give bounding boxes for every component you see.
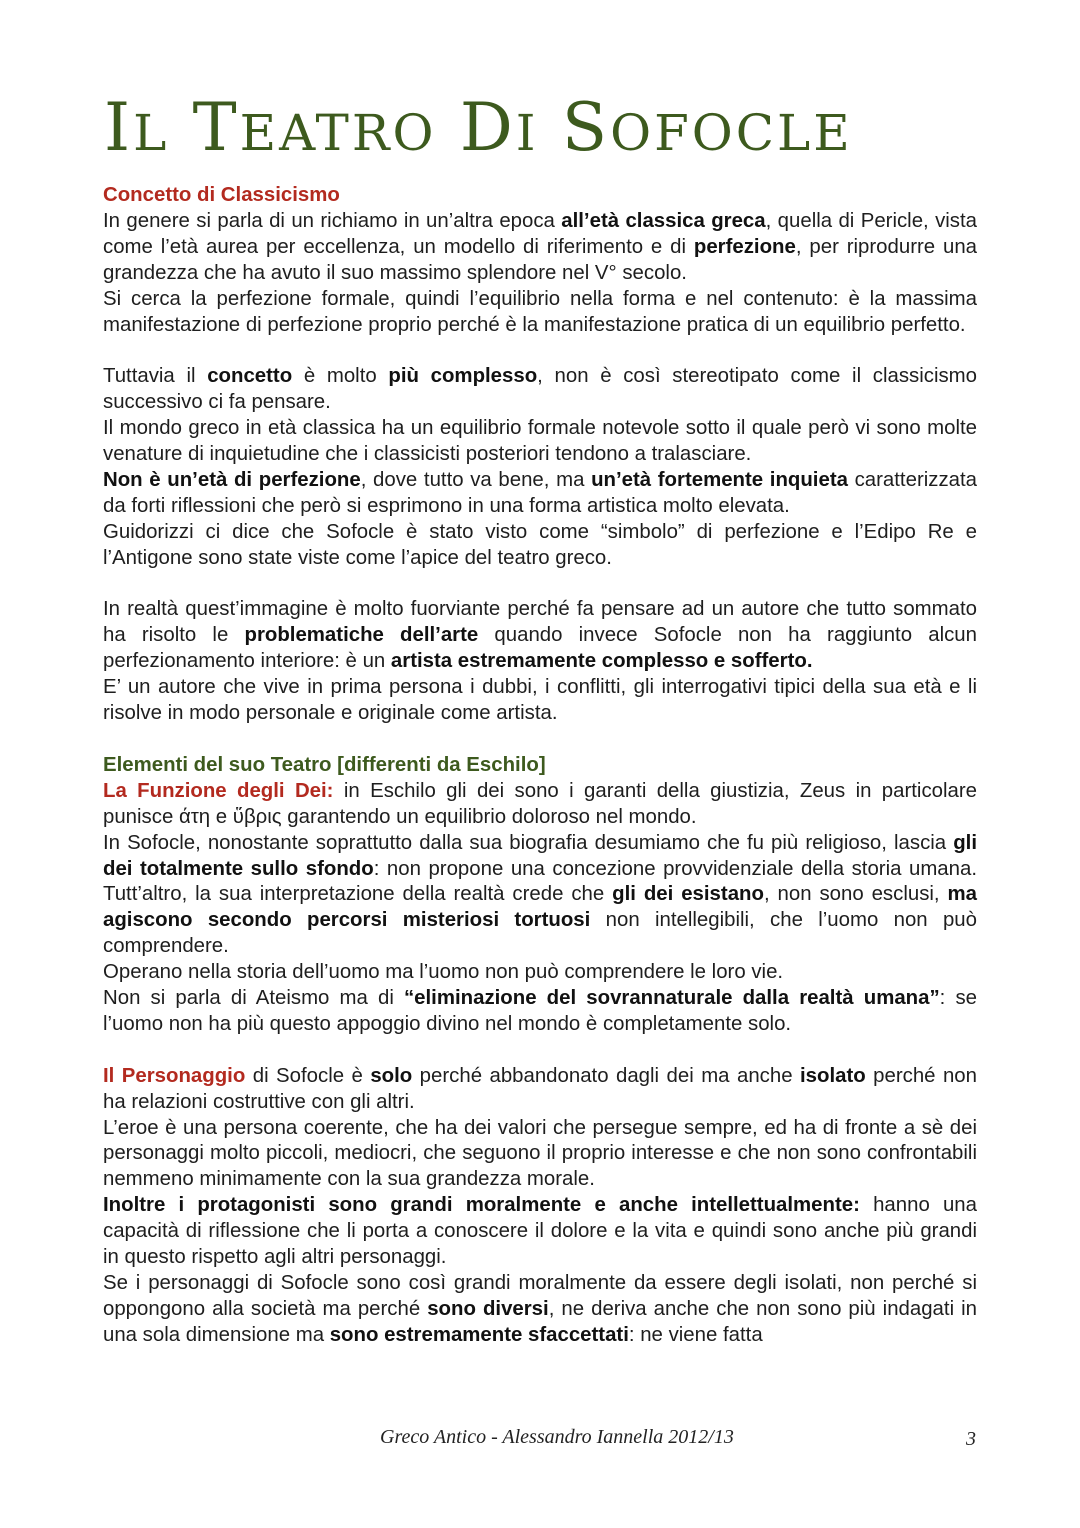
paragraph: Non è un’età di perfezione, dove tutto va bene, ma un’età fortemente inquieta caratterizzata da forti riflessioni che però si esprimono in una forma artistica molto elevata. [103,468,977,517]
paragraph: Se i personaggi di Sofocle sono così grandi moralmente da essere degli isolati, non perché si oppongono alla società ma perché sono diversi, ne deriva anche che non sono più indagati in una sola dimensione ma sono estremamente sfaccettati: ne viene fatta [103,1272,977,1346]
paragraph: Operano nella storia dell’uomo ma l’uomo non può comprendere le loro vie. [103,961,784,984]
page-title: IL TEATRO DI SOFOCLE [104,89,853,166]
paragraph: In genere si parla di un richiamo in un’altra epoca all’età classica greca, quella di Pericle, vista come l’età aurea per eccellenza, un modello di riferimento e di perfezione, per riprodurre una grandezza che ha avuto il suo massimo splendore nel V° secolo. [103,209,978,284]
paragraph: Guidorizzi ci dice che Sofocle è stato visto come “simbolo” di perfezione e l’Edipo Re e l’Antigone sono state viste come l’apice del teatro greco. [103,520,977,569]
paragraph: In Sofocle, nonostante soprattutto dalla sua biografia desumiamo che fu più religioso, lascia gli dei totalmente sullo sfondo: non propone una concezione provvidenziale della storia umana. Tutt’altro, la sua interpretazione della realtà crede che gli dei esistano, non sono esclusi, ma agiscono secondo percorsi misteriosi tortuosi non intellegibili, che l’uomo non può comprendere. [103,831,977,958]
paragraph: La Funzione degli Dei: in Eschilo gli dei sono i garanti della giustizia, Zeus in particolare punisce άτη e ὕβρις garantendo un equilibrio doloroso nel mondo. [103,779,978,828]
paragraph: Il Personaggio di Sofocle è solo perché abbandonato dagli dei ma anche isolato perché non ha relazioni costruttive con gli altri. [103,1064,977,1113]
paragraph: Si cerca la perfezione formale, quindi l’equilibrio nella forma e nel contenuto: è la massima manifestazione di perfezione proprio perché è la manifestazione pratica di un equilibrio perfetto. [103,287,977,336]
paragraph: Inoltre i protagonisti sono grandi moralmente e anche intellettualmente: hanno una capacità di riflessione che li porta a conoscere il dolore e la vita e quindi sono anche più grandi in questo rispetto agli altri personaggi. [103,1194,977,1269]
page-number: 3 [966,1428,976,1450]
section-heading-classicismo: Concetto di Classicismo [103,184,340,206]
page-footer: Greco Antico - Alessandro Iannella 2012/13 [380,1426,734,1448]
paragraph: L’eroe è una persona coerente, che ha dei valori che persegue sempre, ed ha di fronte a sè dei personaggi molto piccoli, mediocri, che seguono il proprio interesse e che non sono confrontabili nemmeno minimamente con la sua grandezza morale. [103,1116,977,1191]
paragraph: Tuttavia il concetto è molto più complesso, non è così stereotipato come il classicismo successivo ci fa pensare. [103,365,978,414]
document-body [103,183,977,1349]
paragraph: Il mondo greco in età classica ha un equilibrio formale notevole sotto il quale però vi sono molte venature di inquietudine che i classicisti posteriori tendono a tralasciare. [103,417,977,466]
paragraph: Non si parla di Ateismo ma di “eliminazione del sovrannaturale dalla realtà umana”: se l’uomo non ha più questo appoggio divino nel mondo è completamente solo. [103,987,977,1035]
paragraph: In realtà quest’immagine è molto fuorviante perché fa pensare ad un autore che tutto sommato ha risolto le problematiche dell’arte quando invece Sofocle non ha raggiunto alcun perfezionamento interiore: è un artista estremamente complesso e sofferto. [103,598,977,673]
paragraph: E’ un autore che vive in prima persona i dubbi, i conflitti, gli interrogativi tipici della sua età e li risolve in modo personale e originale come artista. [103,676,977,725]
section-heading-elementi: Elementi del suo Teatro [differenti da Eschilo] [103,753,546,776]
